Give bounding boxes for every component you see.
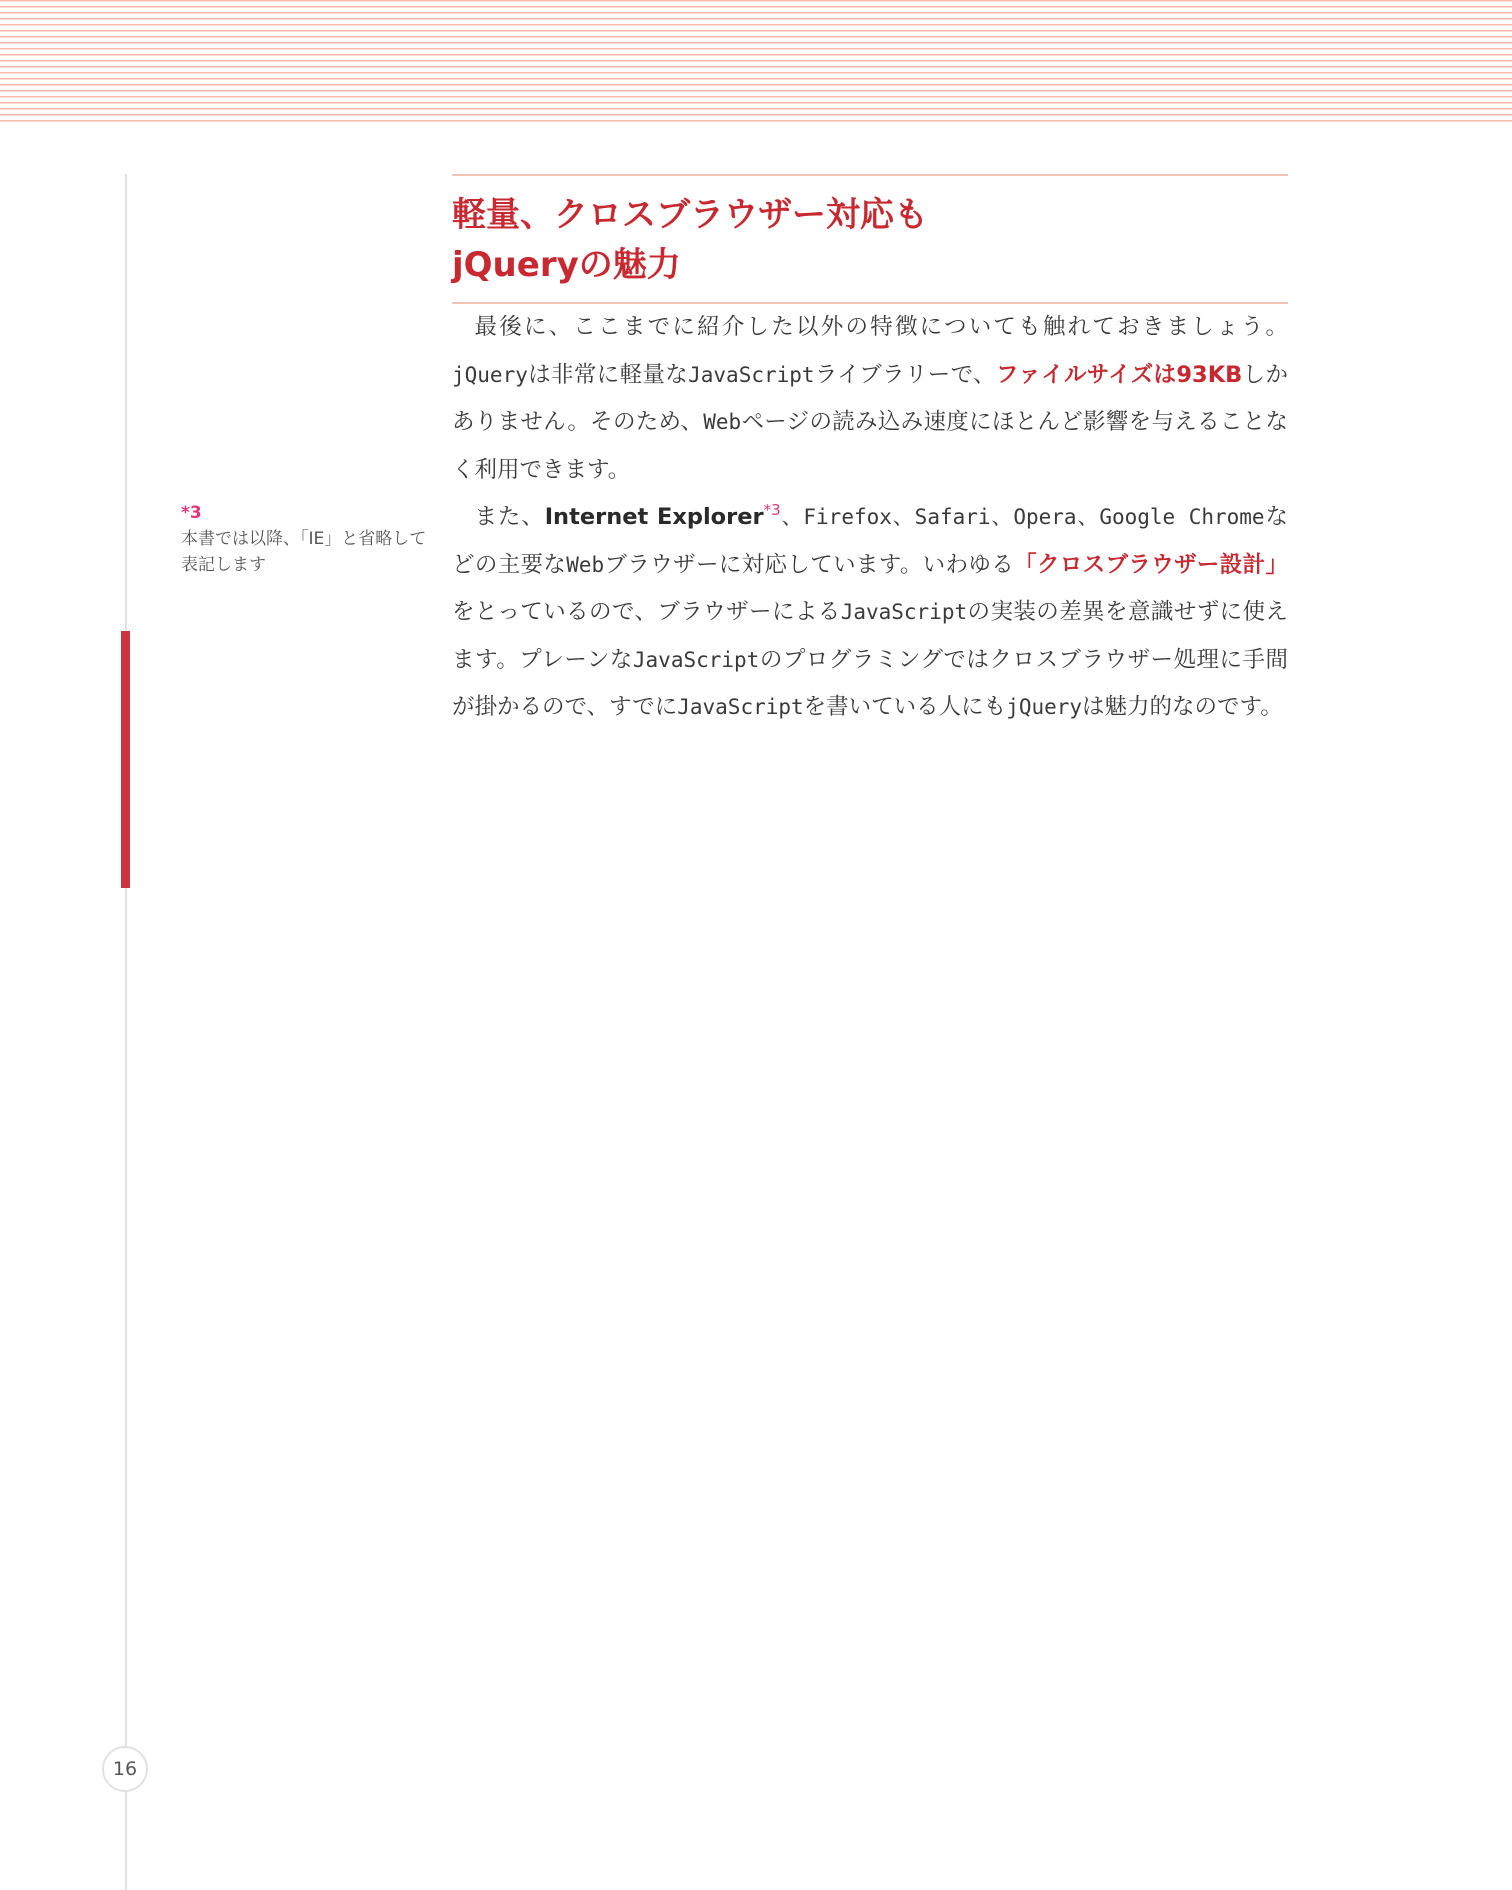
margin-rule: [125, 174, 127, 1890]
page-number: 16: [102, 1746, 148, 1792]
sidenote-mark: *3: [181, 503, 202, 523]
p2-browser-ie: Internet Explorer: [544, 504, 764, 530]
header-stripes: [0, 0, 1512, 122]
p2-text-4: をとっているので、ブラウザーによる: [452, 599, 841, 625]
heading-line-2: jQueryの魅力: [452, 245, 681, 285]
p2-footnote-ref[interactable]: *3: [763, 501, 781, 519]
paragraph-2: [452, 494, 1288, 732]
p2-text-2: などの主要な: [452, 504, 1288, 578]
p1-text-3: ライブラリーで、: [814, 361, 996, 388]
p1-code-javascript: JavaScript: [688, 362, 815, 387]
p2-text-6: のプログラミングではクロスブラウザー処理に手間が掛かるので、すでに: [452, 646, 1288, 720]
paragraph-1: [452, 304, 1288, 494]
p2-code-javascript-3: JavaScript: [677, 695, 804, 719]
p2-browser-list: 、Firefox、Safari、Opera、Google Chrome: [780, 505, 1265, 529]
p2-text-5: の実装の差異を意識せずに使えます。プレーンな: [452, 599, 1288, 673]
p2-text-8: は魅力的なのです。: [1082, 694, 1283, 720]
margin-accent-bar: [121, 631, 130, 888]
sidenote: [181, 500, 431, 578]
p1-highlight-filesize: ファイルサイズは93KB: [995, 361, 1243, 388]
sidenote-text: 本書では以降、「IE」と省略して表記します: [181, 529, 427, 575]
p1-code-web: Web: [703, 410, 742, 434]
body-text: [452, 304, 1288, 732]
p1-text-5: ページの読み込み速度にほとんど影響を与えることなく利用できます。: [452, 409, 1288, 483]
p1-text-2: は非常に軽量な: [527, 361, 689, 388]
section-heading: [452, 174, 1288, 304]
p2-text-7: を書いている人にも: [803, 694, 1007, 720]
p2-code-javascript-2: JavaScript: [632, 647, 760, 672]
p2-code-javascript-1: JavaScript: [840, 600, 968, 624]
p1-text-1: 最後に、ここまでに紹介した以外の特徴についても触れておきましょう。: [474, 314, 1288, 340]
p2-text-3: ブラウザーに対応しています。いわゆる: [604, 551, 1015, 578]
p2-code-web: Web: [566, 552, 605, 577]
p1-code-jquery: jQuery: [452, 362, 528, 387]
p2-text-1: また、: [474, 504, 545, 530]
p2-highlight-crossbrowser: 「クロスブラウザー設計」: [1014, 551, 1288, 578]
p1-text-4: しかありません。そのため、: [452, 361, 1288, 435]
heading-line-1: 軽量、クロスブラウザー対応も: [452, 195, 928, 235]
p2-code-jquery: jQuery: [1006, 695, 1083, 719]
